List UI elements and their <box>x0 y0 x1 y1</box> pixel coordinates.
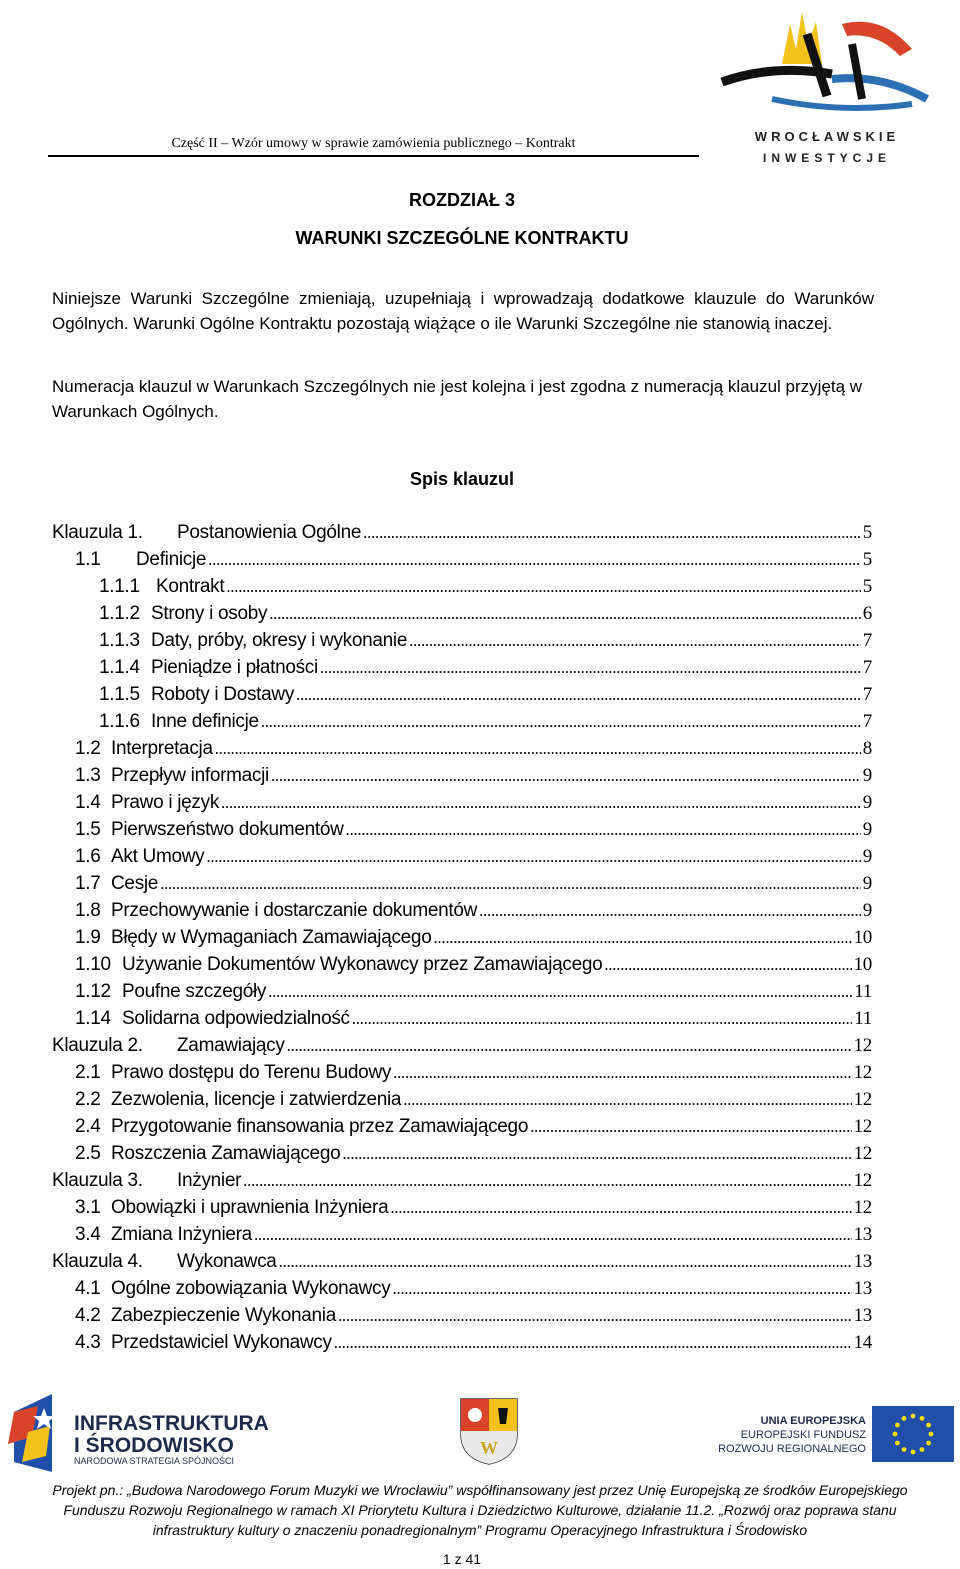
crest-graphic <box>458 1396 520 1466</box>
toc-entry-label: Ogólne zobowiązania Wykonawcy <box>111 1278 391 1299</box>
toc-entry-label: Inne definicje <box>151 711 259 732</box>
toc-entry-label: Prawo i język <box>111 792 220 813</box>
toc-entry-number: 2.4 <box>75 1116 101 1137</box>
toc-entry-number: 1.1.4 <box>99 657 140 678</box>
toc-entry-number: 1.2 <box>75 738 101 759</box>
toc-entry-label: Strony i osoby <box>151 603 268 624</box>
toc-leader <box>206 847 860 867</box>
toc-entry[interactable] <box>75 900 872 926</box>
eu-text-line2: EUROPEJSKI FUNDUSZ <box>740 1429 866 1441</box>
toc-leader <box>392 1279 851 1299</box>
toc-entry[interactable] <box>99 657 872 683</box>
toc-entry-number: 1.1.6 <box>99 711 140 732</box>
toc-entry-number: 4.3 <box>75 1332 101 1353</box>
toc-entry-number: Klauzula 4. <box>52 1251 143 1272</box>
toc-entry[interactable] <box>99 576 872 602</box>
toc-entry-number: 3.1 <box>75 1197 101 1218</box>
toc-entry[interactable] <box>75 1089 872 1115</box>
toc-entry-label: Wykonawca <box>177 1251 277 1272</box>
toc-entry-label: Używanie Dokumentów Wykonawcy przez Zamawiającego <box>122 954 603 975</box>
toc-entry-number: 1.1.5 <box>99 684 140 705</box>
toc-entry-label: Pieniądze i płatności <box>151 657 318 678</box>
infrastruktura-srodowisko-logo <box>8 1392 268 1472</box>
toc-entry[interactable] <box>99 711 872 737</box>
footer-logos <box>0 1392 960 1477</box>
wroclawskie-inwestycje-logo <box>712 4 942 169</box>
toc-entry-label: Akt Umowy <box>111 846 205 867</box>
logo-text-line2: INWESTYCJE <box>762 151 891 165</box>
toc-leader <box>279 1252 852 1272</box>
toc-entry-label: Błędy w Wymaganiach Zamawiającego <box>111 927 432 948</box>
svg-text:W: W <box>480 1438 498 1458</box>
toc-entry-page: 12 <box>853 1062 872 1083</box>
toc-entry-label: Pierwszeństwo dokumentów <box>111 819 344 840</box>
wroclaw-coat-of-arms <box>458 1396 520 1466</box>
toc-entry[interactable] <box>75 1062 872 1088</box>
toc-entry-page: 10 <box>853 954 872 975</box>
toc-leader <box>479 901 861 921</box>
toc-entry-page: 5 <box>862 549 872 570</box>
toc-entry-number: 1.1.1 <box>99 576 140 597</box>
toc-entry[interactable] <box>75 954 872 980</box>
toc-leader <box>393 1063 852 1083</box>
toc-entry-number: Klauzula 2. <box>52 1035 143 1056</box>
toc-entry[interactable] <box>52 1170 872 1196</box>
chapter-subtitle: WARUNKI SZCZEGÓLNE KONTRAKTU <box>295 228 629 248</box>
eu-flag-graphic <box>872 1406 954 1462</box>
toc-entry-page: 12 <box>853 1035 872 1056</box>
toc-entry-page: 10 <box>853 927 872 948</box>
toc-entry-number: 1.14 <box>75 1008 111 1029</box>
chapter-heading: ROZDZIAŁ 3 <box>409 190 515 210</box>
toc-entry-number: 1.3 <box>75 765 101 786</box>
toc-entry-label: Roszczenia Zamawiającego <box>111 1143 341 1164</box>
numbering-paragraph: Numeracja klauzul w Warunkach Szczególnych nie jest kolejna i jest zgodna z numeracją klauzul przyjętą w Warunkach Ogólnych. <box>52 377 863 421</box>
toc-entry[interactable] <box>75 873 872 899</box>
toc-leader <box>226 577 860 597</box>
toc-leader <box>296 685 861 705</box>
toc-leader <box>208 550 861 570</box>
toc-entry-label: Przepływ informacji <box>111 765 269 786</box>
toc-entry-label: Interpretacja <box>111 738 213 759</box>
toc-entry-label: Zamawiający <box>177 1035 285 1056</box>
toc-entry-number: 1.1.3 <box>99 630 140 651</box>
toc-entry-label: Prawo dostępu do Terenu Budowy <box>111 1062 392 1083</box>
toc-leader <box>254 1225 852 1245</box>
toc-entry-label: Daty, próby, okresy i wykonanie <box>151 630 408 651</box>
toc-entry-page: 9 <box>862 819 872 840</box>
toc-entry-number: Klauzula 1. <box>52 522 143 543</box>
toc-entry-page: 5 <box>862 576 872 597</box>
wi-logo-graphic <box>712 4 942 124</box>
toc-leader <box>243 1171 851 1191</box>
toc-entry-number: 2.2 <box>75 1089 101 1110</box>
ie-logo-line3: NARODOWA STRATEGIA SPÓJNOŚCI <box>74 1456 235 1466</box>
toc-entry-page: 7 <box>862 711 872 732</box>
toc-entry-page: 9 <box>862 900 872 921</box>
toc-entry[interactable] <box>75 1278 872 1304</box>
toc-entry-label: Cesje <box>111 873 159 894</box>
toc-entry-label: Roboty i Dostawy <box>151 684 295 705</box>
toc-entry-label: Zezwolenia, licencje i zatwierdzenia <box>111 1089 402 1110</box>
toc-entry-number: 1.1.2 <box>99 603 140 624</box>
toc-entry-label: Solidarna odpowiedzialność <box>122 1008 350 1029</box>
toc-entry-number: 1.6 <box>75 846 101 867</box>
toc-leader <box>261 712 861 732</box>
eu-text-line1: UNIA EUROPEJSKA <box>760 1415 866 1427</box>
project-funding-note: Projekt pn.: „Budowa Narodowego Forum Muzyki we Wrocławiu” współfinansowany jest przez Unię Europejską ze środków Europejskiego Funduszu Rozwoju Regionalnego w ramach XI Priorytetu Kultura i Dziedzictwo Kulturowe, działanie 11.2. „Rozwój oraz poprawa stanu infrastruktury kultury o znaczeniu ponadregionalnym” Programu Operacyjnego Infrastruktura i Środowisko <box>52 1482 908 1538</box>
toc-entry-page: 11 <box>854 1008 872 1029</box>
eu-text <box>700 1414 866 1456</box>
toc-leader <box>271 766 861 786</box>
toc-leader <box>334 1333 852 1353</box>
toc-entry[interactable] <box>75 549 872 575</box>
toc-entry[interactable] <box>75 846 872 872</box>
toc-entry[interactable] <box>75 1008 872 1034</box>
toc-leader <box>352 1009 853 1029</box>
toc-entry[interactable] <box>99 603 872 629</box>
toc-entry-label: Przygotowanie finansowania przez Zamawiającego <box>111 1116 529 1137</box>
toc-leader <box>268 982 852 1002</box>
toc-leader <box>409 631 861 651</box>
page-number: 1 z 41 <box>442 1551 482 1567</box>
header-title: Część II – Wzór umowy w sprawie zamówienia publicznego – Kontrakt <box>171 136 576 151</box>
toc-leader <box>287 1036 852 1056</box>
toc-entry[interactable] <box>52 1251 872 1277</box>
toc-entry-page: 8 <box>862 738 872 759</box>
toc-entry[interactable] <box>75 927 872 953</box>
ie-logo-graphic <box>8 1392 68 1472</box>
toc-entry-page: 11 <box>854 981 872 1002</box>
toc-entry-number: 1.5 <box>75 819 101 840</box>
toc-entry-page: 13 <box>853 1278 872 1299</box>
toc-entry-page: 12 <box>853 1197 872 1218</box>
eu-text-line3: ROZWOJU REGIONALNEGO <box>718 1443 866 1455</box>
toc-entry-page: 12 <box>853 1089 872 1110</box>
toc-entry[interactable] <box>99 684 872 710</box>
toc-entry-page: 9 <box>862 765 872 786</box>
toc-leader <box>390 1198 851 1218</box>
toc-entry-number: 2.1 <box>75 1062 101 1083</box>
toc-leader <box>269 604 861 624</box>
toc-entry[interactable] <box>75 792 872 818</box>
ie-logo-line1: INFRASTRUKTURA <box>74 1412 269 1435</box>
toc-entry[interactable] <box>75 1305 872 1331</box>
toc-entry[interactable] <box>75 1332 872 1358</box>
toc-leader <box>433 928 851 948</box>
toc-entry[interactable] <box>75 819 872 845</box>
toc-entry-label: Zmiana Inżyniera <box>111 1224 252 1245</box>
toc-entry-number: 1.10 <box>75 954 111 975</box>
toc-entry[interactable] <box>75 981 872 1007</box>
toc-entry-number: 1.12 <box>75 981 111 1002</box>
toc-leader <box>363 523 861 543</box>
toc-entry-page: 14 <box>853 1332 872 1353</box>
intro-paragraph: Niniejsze Warunki Szczególne zmieniają, uzupełniają i wprowadzają dodatkowe klauzule do Warunków Ogólnych. Warunki Ogólne Kontraktu pozostają wiążące o ile Warunki Szczególne nie stanowią inaczej. <box>52 289 874 333</box>
toc-entry-label: Postanowienia Ogólne <box>177 522 362 543</box>
toc-leader <box>160 874 861 894</box>
toc-leader <box>215 739 861 759</box>
toc-entry-page: 12 <box>853 1116 872 1137</box>
toc-entry-page: 9 <box>862 846 872 867</box>
header-rule <box>48 155 699 157</box>
toc-entry-number: 3.4 <box>75 1224 101 1245</box>
toc-heading: Spis klauzul <box>409 469 515 489</box>
toc-entry-number: Klauzula 3. <box>52 1170 143 1191</box>
toc-entry-label: Przedstawiciel Wykonawcy <box>111 1332 332 1353</box>
toc-entry-page: 9 <box>862 873 872 894</box>
toc-entry-label: Przechowywanie i dostarczanie dokumentów <box>111 900 478 921</box>
toc-entry[interactable] <box>75 765 872 791</box>
toc-entry-number: 1.7 <box>75 873 101 894</box>
toc-entry-label: Inżynier <box>177 1170 242 1191</box>
toc-entry-label: Kontrakt <box>156 576 225 597</box>
toc-entry-page: 5 <box>862 522 872 543</box>
toc-entry-page: 6 <box>862 603 872 624</box>
toc-entry-number: 1.9 <box>75 927 101 948</box>
toc-entry[interactable] <box>99 630 872 656</box>
toc-entry[interactable] <box>75 1224 872 1250</box>
toc-entry-label: Obowiązki i uprawnienia Inżyniera <box>111 1197 389 1218</box>
eu-flag-icon <box>872 1406 954 1462</box>
toc-entry-number: 4.2 <box>75 1305 101 1326</box>
toc-leader <box>342 1144 851 1164</box>
toc-leader <box>346 820 861 840</box>
toc-entry[interactable] <box>75 1116 872 1142</box>
toc-entry-page: 12 <box>853 1143 872 1164</box>
toc-entry-number: 1.8 <box>75 900 101 921</box>
toc-leader <box>604 955 851 975</box>
toc-leader <box>221 793 861 813</box>
toc-entry[interactable] <box>75 738 872 764</box>
logo-text-line1: WROCŁAWSKIE <box>754 129 900 144</box>
toc-entry-page: 13 <box>853 1224 872 1245</box>
toc-entry-label: Definicje <box>136 549 207 570</box>
toc-leader <box>530 1117 851 1137</box>
toc-entry[interactable] <box>75 1143 872 1169</box>
toc-entry-page: 7 <box>862 630 872 651</box>
ie-logo-line2: I ŚRODOWISKO <box>74 1434 234 1457</box>
toc-leader <box>320 658 861 678</box>
toc-entry-page: 7 <box>862 684 872 705</box>
toc-entry-number: 4.1 <box>75 1278 101 1299</box>
toc-leader <box>403 1090 851 1110</box>
toc-entry-number: 1.1 <box>75 549 101 570</box>
toc-leader <box>338 1306 852 1326</box>
toc-entry-number: 2.5 <box>75 1143 101 1164</box>
toc-entry-page: 13 <box>853 1251 872 1272</box>
toc-entry-page: 9 <box>862 792 872 813</box>
toc-entry[interactable] <box>75 1197 872 1223</box>
toc-entry[interactable] <box>52 522 872 548</box>
toc-entry-label: Zabezpieczenie Wykonania <box>111 1305 336 1326</box>
toc-entry-number: 1.4 <box>75 792 101 813</box>
toc-entry-page: 7 <box>862 657 872 678</box>
toc-entry-page: 13 <box>853 1305 872 1326</box>
toc-entry-page: 12 <box>853 1170 872 1191</box>
toc-entry-label: Poufne szczegóły <box>122 981 267 1002</box>
toc-entry[interactable] <box>52 1035 872 1061</box>
